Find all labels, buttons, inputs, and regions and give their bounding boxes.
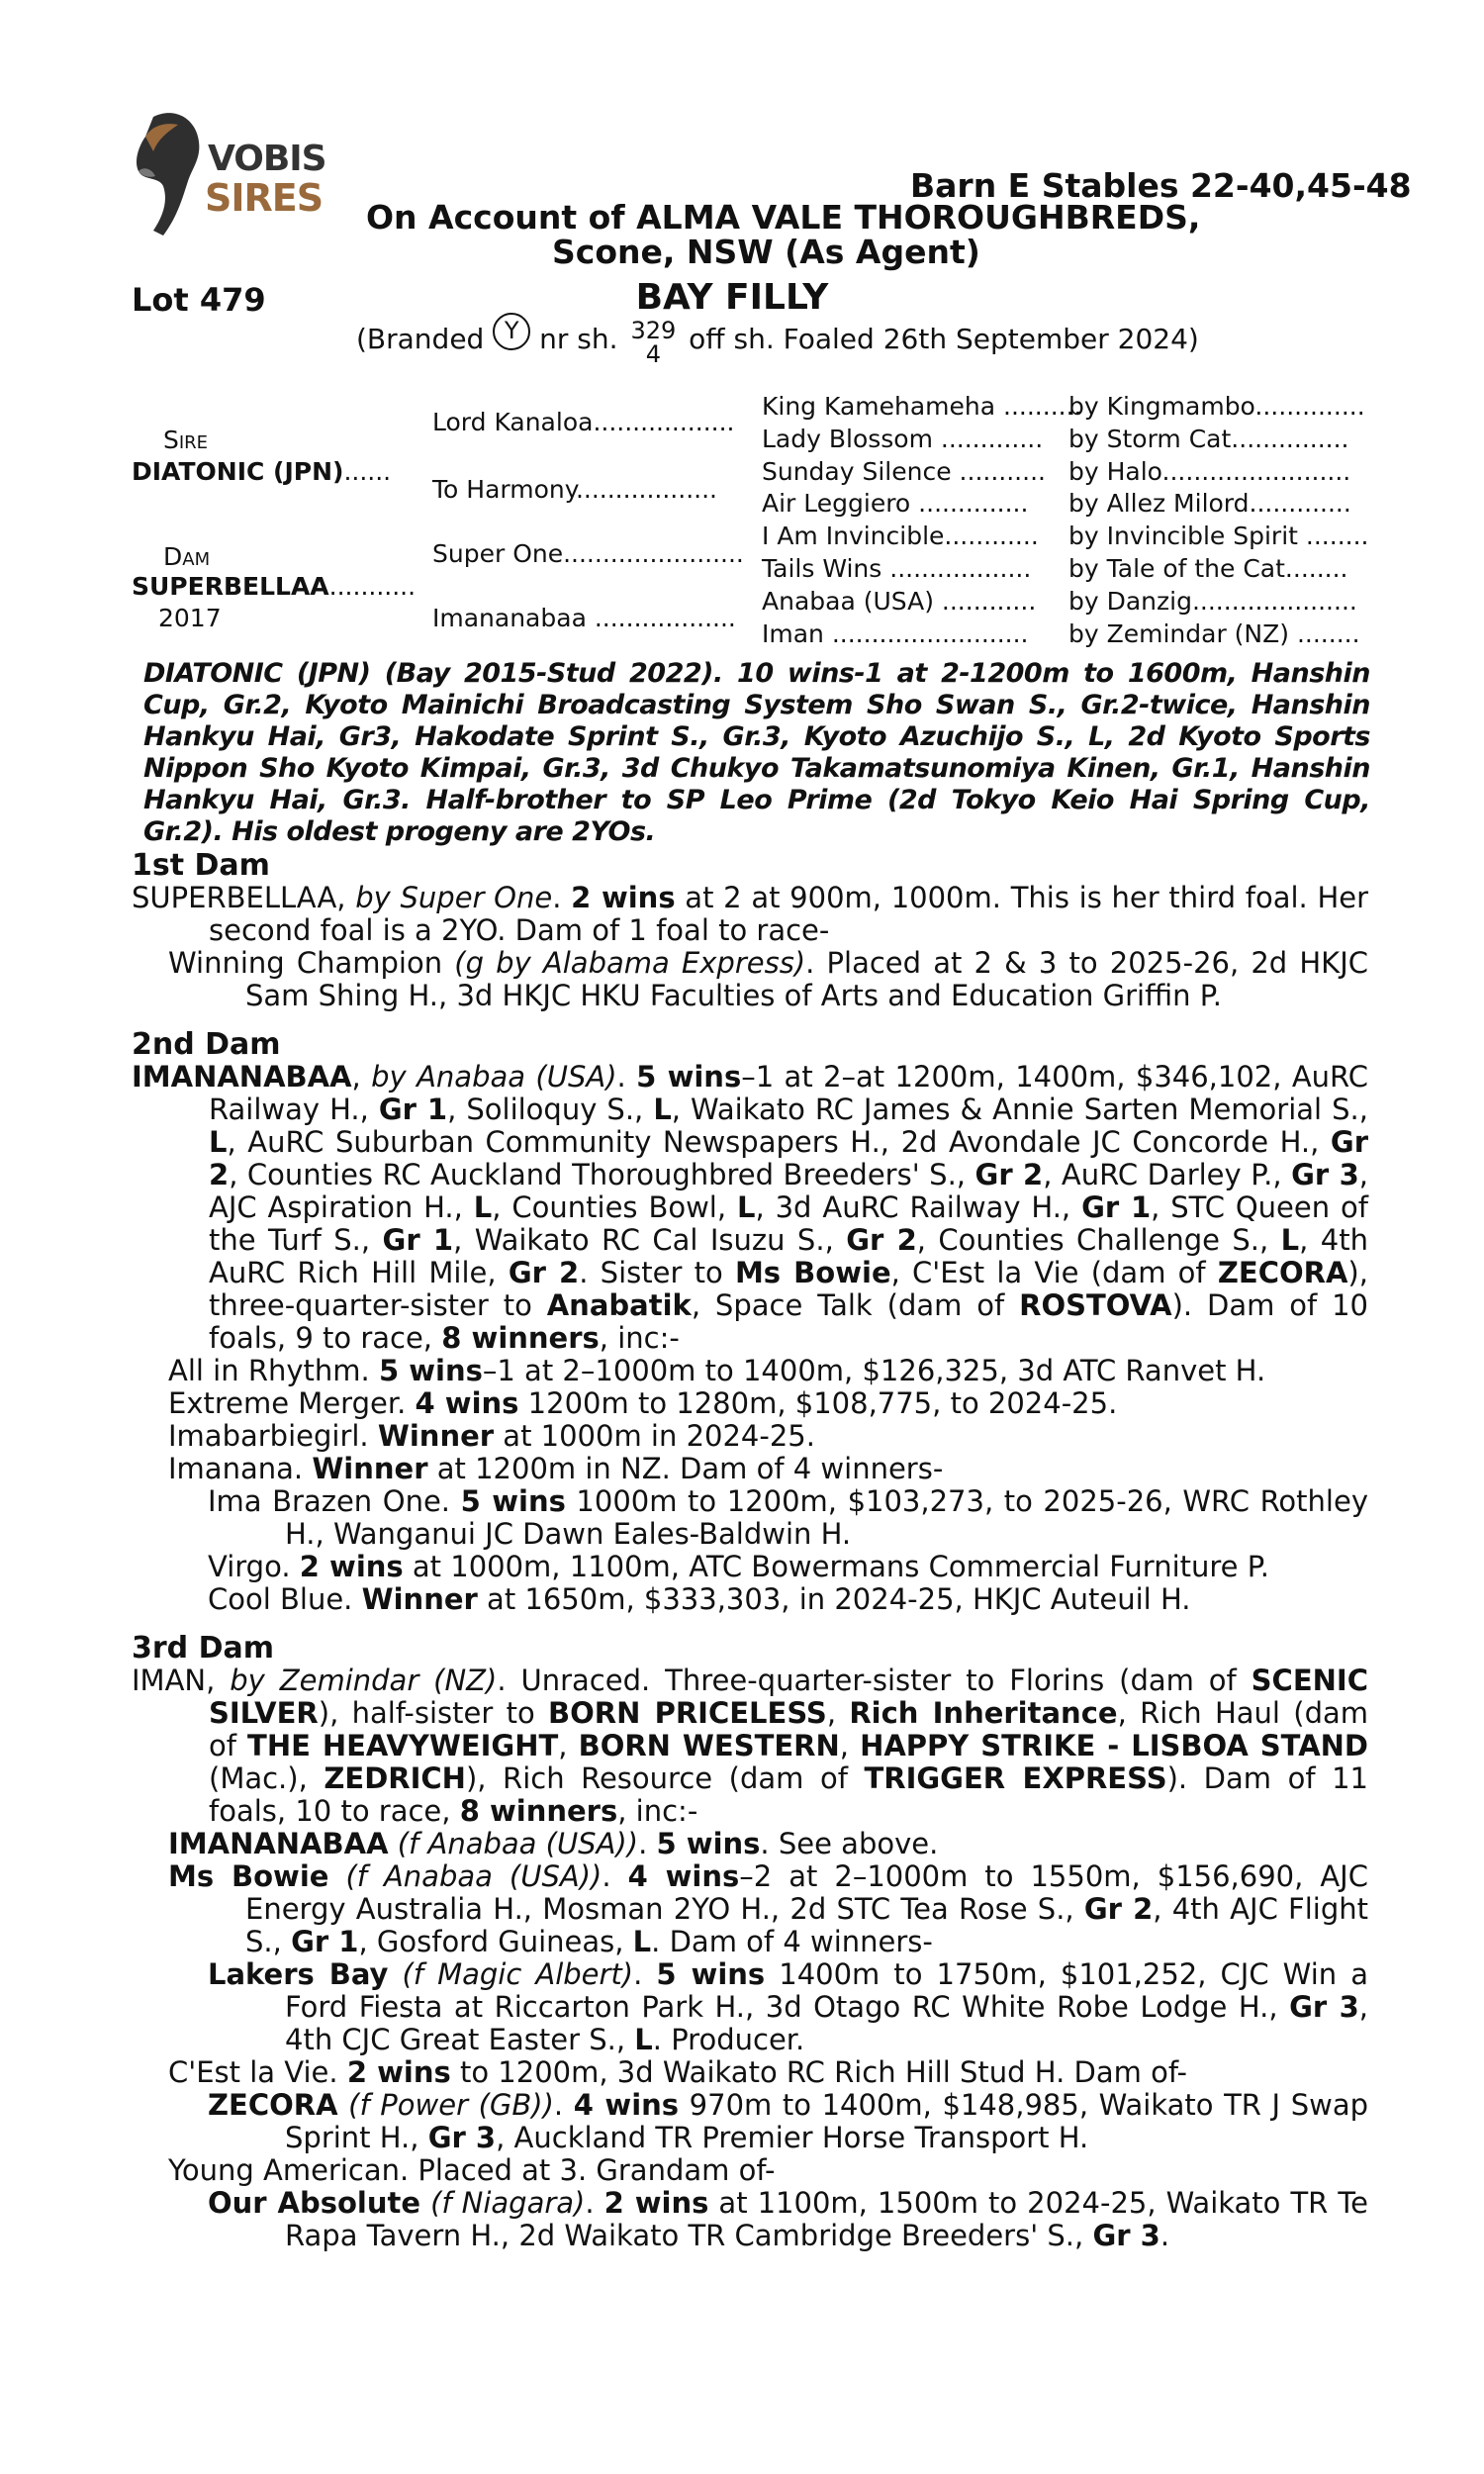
first-dam-heading: 1st Dam [132, 848, 270, 883]
ped-g3-4: by Invincible Spirit ........ [1068, 522, 1369, 550]
ped-g1-1: To Harmony.................. [432, 475, 717, 504]
third-dam-foal-4: Young American. Placed at 3. Grandam of- [168, 2153, 776, 2187]
ped-g3-6: by Danzig..................... [1068, 587, 1357, 616]
lot-number: Lot 479 [132, 281, 266, 319]
dam-name: SUPERBELLAA........... [132, 572, 417, 601]
second-dam-grandfoal-1: Ima Brazen One. 5 wins 1000m to 1200m, $103,273, to 2025-26, WRC Rothley H., Wanganui JC Dawn Eales-Baldwin H. [208, 1484, 1368, 1551]
location-text: Scone, NSW (As Agent) [552, 233, 980, 271]
vobis-sires-logo [124, 107, 326, 245]
brand-mark-icon: Y [493, 313, 530, 350]
ped-g3-7: by Zemindar (NZ) ........ [1068, 619, 1360, 648]
third-dam-grandfoal-2: ZECORA (f Power (GB)). 4 wins 970m to 1400m, $148,985, Waikato TR J Swap Sprint H., Gr 3, Auckland TR Premier Horse Transport H. [208, 2088, 1369, 2154]
dam-label: Dam [163, 542, 211, 571]
second-dam-foal-3: Imabarbiegirl. Winner at 1000m in 2024-25. [168, 1419, 815, 1453]
ped-g3-5: by Tale of the Cat........ [1068, 554, 1348, 583]
ped-g3-2: by Halo........................ [1068, 457, 1351, 486]
ped-g2-6: Anabaa (USA) ............ [762, 587, 1037, 616]
third-dam-foal-2: Ms Bowie (f Anabaa (USA)). 4 wins–2 at 2–1000m to 1550m, $156,690, AJC Energy Australia H., Mosman 2YO H., 2d STC Tea Rose S., Gr 2, 4th AJC Flight S., Gr 1, Gosford Guineas, L. Dam of 4 winners- [168, 1859, 1369, 1958]
logo-text-sires: SIRES [205, 176, 324, 220]
third-dam-grandfoal-1: Lakers Bay (f Magic Albert). 5 wins 1400m to 1750m, $101,252, CJC Win a Ford Fiesta at Riccarton Park H., 3d Otago RC White Robe Lodge H., Gr 3, 4th CJC Great Easter S., L. Producer. [208, 1957, 1368, 2056]
third-dam-entry: IMAN, by Zemindar (NZ). Unraced. Three-quarter-sister to Florins (dam of SCENIC SILVER), half-sister to BORN PRICELESS, Rich Inheritance, Rich Haul (dam of THE HEAVYWEIGHT, BORN WESTERN, HAPPY STRIKE - LISBOA STAND (Mac.), ZEDRICH), Rich Resource (dam of TRIGGER EXPRESS). Dam of 11 foals, 10 to race, 8 winners, inc:- [132, 1664, 1369, 1828]
ped-g1-2: Super One....................... [432, 539, 744, 568]
sire-name: DIATONIC (JPN)...... [132, 457, 392, 486]
sire-description: DIATONIC (JPN) (Bay 2015-Stud 2022). 10 wins-1 at 2-1200m to 1600m, Hanshin Cup, Gr.2, Kyoto Mainichi Broadcasting System Sho Swan S., Gr.2-twice, Hanshin Hankyu Hai, Gr3, Hakodate Sprint S., Gr.3, Kyoto Azuchijo S., L, 2d Kyoto Sports Nippon Sho Kyoto Kimpai, Gr.3, 3d Chukyo Takamatsunomiya Kinen, Gr.1, Hanshin Hankyu Hai, Gr.3. Half-brother to SP Leo Prime (2d Tokyo Keio Hai Spring Cup, Gr.2). His oldest progeny are 2YOs. [143, 658, 1370, 847]
ped-g2-3: Air Leggiero .............. [762, 489, 1029, 518]
sire-label: Sire [163, 426, 209, 454]
third-dam-foal-3: C'Est la Vie. 2 wins to 1200m, 3d Waikato RC Rich Hill Stud H. Dam of- [168, 2055, 1187, 2089]
second-dam-heading: 2nd Dam [132, 1027, 281, 1062]
third-dam-heading: 3rd Dam [132, 1631, 274, 1665]
stables-text: Barn E Stables 22-40,45-48 [910, 166, 1412, 205]
ped-g2-1: Lady Blossom ............. [762, 425, 1044, 453]
first-dam-entry: SUPERBELLAA, by Super One. 2 wins at 2 at 900m, 1000m. This is her third foal. Her second foal is a 2YO. Dam of 1 foal to race- [132, 881, 1369, 947]
dam-year: 2017 [158, 604, 222, 632]
ped-g2-0: King Kamehameha .......... [762, 392, 1082, 421]
brand-number: 329 4 [630, 317, 677, 368]
account-text: On Account of ALMA VALE THOROUGHBREDS, [366, 198, 1201, 237]
horse-head-icon [124, 107, 213, 245]
second-dam-entry: IMANANABAA, by Anabaa (USA). 5 wins–1 at 2–at 1200m, 1400m, $346,102, AuRC Railway H., Gr 1, Soliloquy S., L, Waikato RC James & Annie Sarten Memorial S., L, AuRC Suburban Community Newspapers H., 2d Avondale JC Concorde H., Gr 2, Counties RC Auckland Thoroughbred Breeders' S., Gr 2, AuRC Darley P., Gr 3, AJC Aspiration H., L, Counties Bowl, L, 3d AuRC Railway H., Gr 1, STC Queen of the Turf S., Gr 1, Waikato RC Cal Isuzu S., Gr 2, Counties Challenge S., L, 4th AuRC Rich Hill Mile, Gr 2. Sister to Ms Bowie, C'Est la Vie (dam of ZECORA), three-quarter-sister to Anabatik, Space Talk (dam of ROSTOVA). Dam of 10 foals, 9 to race, 8 winners, inc:- [132, 1060, 1369, 1355]
lot-title: BAY FILLY [635, 277, 829, 318]
ped-g2-5: Tails Wins .................. [762, 554, 1032, 583]
ped-g2-2: Sunday Silence ........... [762, 457, 1046, 486]
ped-g2-4: I Am Invincible............ [762, 522, 1039, 550]
first-dam-foal: Winning Champion (g by Alabama Express). Placed at 2 & 3 to 2025-26, 2d HKJC Sam Shing H., 3d HKJC HKU Faculties of Arts and Education Griffin P. [168, 946, 1369, 1012]
brand-line: (Branded Y nr sh. 329 4 off sh. Foaled 26th September 2024) [356, 319, 1199, 366]
ped-g3-1: by Storm Cat............... [1068, 425, 1349, 453]
ped-g3-0: by Kingmambo.............. [1068, 392, 1365, 421]
ped-g1-0: Lord Kanaloa.................. [432, 408, 735, 436]
catalogue-body [132, 849, 1368, 2252]
ped-g1-3: Imananabaa .................. [432, 604, 736, 632]
second-dam-foal-2: Extreme Merger. 4 wins 1200m to 1280m, $108,775, to 2024-25. [168, 1386, 1118, 1420]
second-dam-grandfoal-3: Cool Blue. Winner at 1650m, $333,303, in 2024-25, HKJC Auteuil H. [208, 1582, 1191, 1616]
third-dam-grandfoal-3: Our Absolute (f Niagara). 2 wins at 1100m, 1500m to 2024-25, Waikato TR Te Rapa Tavern H., 2d Waikato TR Cambridge Breeders' S., Gr 3. [208, 2186, 1368, 2252]
second-dam-grandfoal-2: Virgo. 2 wins at 1000m, 1100m, ATC Bowermans Commercial Furniture P. [208, 1550, 1269, 1583]
logo-text-vobis: VOBIS [208, 139, 326, 179]
third-dam-foal-1: IMANANABAA (f Anabaa (USA)). 5 wins. See above. [168, 1827, 939, 1860]
ped-g2-7: Iman ......................... [762, 619, 1029, 648]
ped-g3-3: by Allez Milord............. [1068, 489, 1351, 518]
second-dam-foal-4: Imanana. Winner at 1200m in NZ. Dam of 4 winners- [168, 1452, 944, 1485]
second-dam-foal-1: All in Rhythm. 5 wins–1 at 2–1000m to 1400m, $126,325, 3d ATC Ranvet H. [168, 1354, 1266, 1387]
